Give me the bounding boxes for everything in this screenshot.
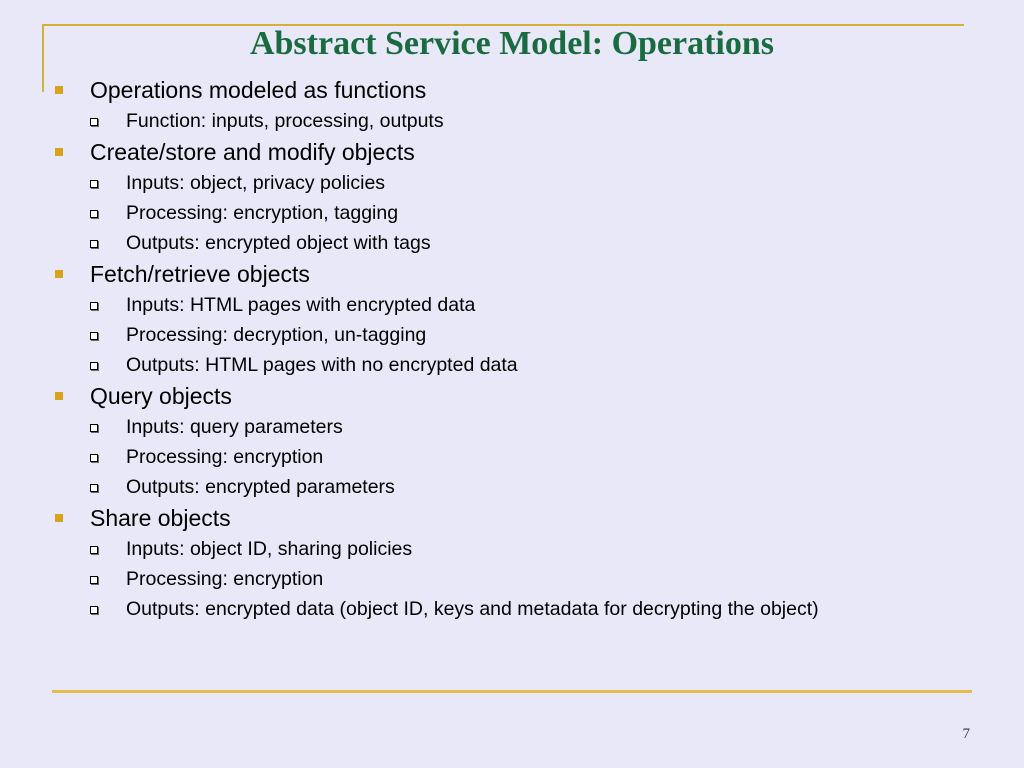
bullet-text: Query objects bbox=[90, 383, 232, 409]
hollow-square-bullet-icon bbox=[90, 180, 98, 188]
sub-bullet-list bbox=[90, 412, 984, 502]
sub-bullet-list bbox=[90, 106, 984, 136]
square-bullet-icon bbox=[55, 270, 63, 278]
square-bullet-icon bbox=[55, 86, 63, 94]
sub-bullet-text: Outputs: encrypted object with tags bbox=[126, 232, 431, 254]
sub-bullet-item bbox=[90, 412, 984, 442]
sub-bullet-list bbox=[90, 290, 984, 380]
sub-bullet-item bbox=[90, 564, 984, 594]
sub-bullet-text: Inputs: HTML pages with encrypted data bbox=[126, 294, 476, 316]
bullet-text: Create/store and modify objects bbox=[90, 139, 415, 165]
hollow-square-bullet-icon bbox=[90, 454, 98, 462]
bullet-text: Share objects bbox=[90, 505, 231, 531]
bullet-text: Operations modeled as functions bbox=[90, 77, 427, 103]
sub-bullet-text: Processing: encryption bbox=[126, 568, 324, 590]
sub-bullet-text: Inputs: object, privacy policies bbox=[126, 172, 386, 194]
bullet-item-create-store bbox=[54, 136, 984, 258]
sub-bullet-item bbox=[90, 472, 984, 502]
sub-bullet-item bbox=[90, 106, 984, 136]
sub-bullet-text: Inputs: query parameters bbox=[126, 416, 343, 438]
sub-bullet-item bbox=[90, 594, 984, 624]
hollow-square-bullet-icon bbox=[90, 362, 98, 370]
hollow-square-bullet-icon bbox=[90, 302, 98, 310]
sub-bullet-text: Processing: encryption bbox=[126, 446, 324, 468]
hollow-square-bullet-icon bbox=[90, 484, 98, 492]
slide-title: Abstract Service Model: Operations bbox=[249, 25, 775, 62]
page-number: 7 bbox=[962, 726, 970, 742]
sub-bullet-text: Function: inputs, processing, outputs bbox=[126, 110, 444, 132]
sub-bullet-item bbox=[90, 290, 984, 320]
hollow-square-bullet-icon bbox=[90, 606, 98, 614]
bullet-item-operations bbox=[54, 74, 984, 136]
sub-bullet-item bbox=[90, 168, 984, 198]
hollow-square-bullet-icon bbox=[90, 240, 98, 248]
sub-bullet-item bbox=[90, 320, 984, 350]
hollow-square-bullet-icon bbox=[90, 546, 98, 554]
hollow-square-bullet-icon bbox=[90, 576, 98, 584]
bullet-item-query bbox=[54, 380, 984, 502]
square-bullet-icon bbox=[55, 392, 63, 400]
sub-bullet-item bbox=[90, 442, 984, 472]
bullet-list bbox=[54, 74, 984, 624]
sub-bullet-text: Processing: decryption, un-tagging bbox=[126, 324, 427, 346]
sub-bullet-item bbox=[90, 198, 984, 228]
sub-bullet-text: Outputs: encrypted data (object ID, keys and metadata for decrypting the object) bbox=[126, 598, 819, 620]
sub-bullet-text: Outputs: HTML pages with no encrypted data bbox=[126, 354, 518, 376]
sub-bullet-item bbox=[90, 534, 984, 564]
square-bullet-icon bbox=[55, 148, 63, 156]
sub-bullet-item bbox=[90, 350, 984, 380]
sub-bullet-text: Inputs: object ID, sharing policies bbox=[126, 538, 413, 560]
hollow-square-bullet-icon bbox=[90, 332, 98, 340]
bullet-item-fetch-retrieve bbox=[54, 258, 984, 380]
sub-bullet-item bbox=[90, 228, 984, 258]
hollow-square-bullet-icon bbox=[90, 210, 98, 218]
hollow-square-bullet-icon bbox=[90, 424, 98, 432]
bottom-accent-line bbox=[52, 690, 972, 693]
square-bullet-icon bbox=[55, 514, 63, 522]
bullet-item-share bbox=[54, 502, 984, 624]
sub-bullet-list bbox=[90, 534, 984, 624]
sub-bullet-text: Processing: encryption, tagging bbox=[126, 202, 399, 224]
sub-bullet-text: Outputs: encrypted parameters bbox=[126, 476, 395, 498]
bullet-text: Fetch/retrieve objects bbox=[90, 261, 310, 287]
sub-bullet-list bbox=[90, 168, 984, 258]
hollow-square-bullet-icon bbox=[90, 118, 98, 126]
